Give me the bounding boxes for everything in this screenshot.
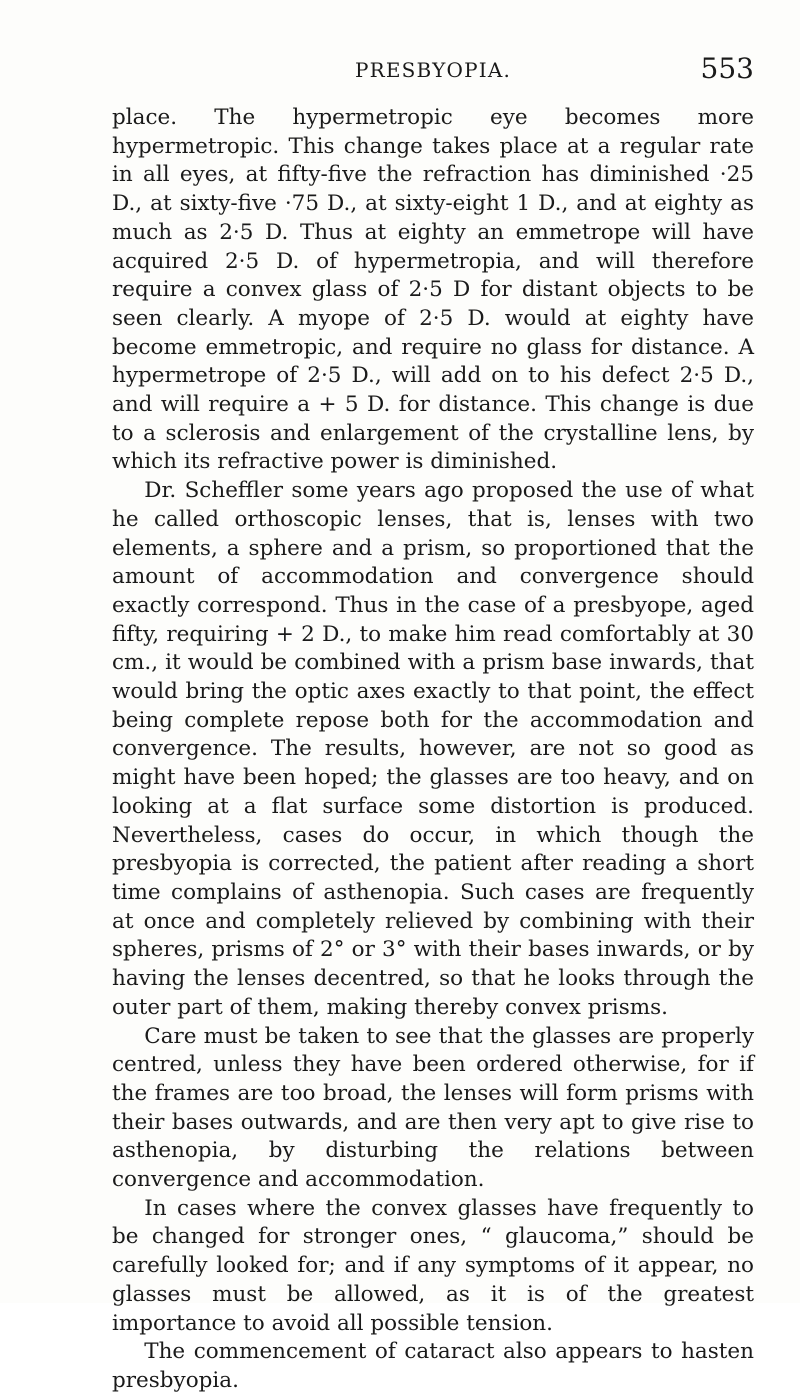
running-head xyxy=(112,52,754,88)
paragraph: place. The hypermetropic eye becomes more hypermetropic. This change takes place at a regular rate in all eyes, at fifty-five the refraction has diminished ·25 D., at sixty-five ·75 D., at sixty-eight 1 D., and at eighty as much as 2·5 D. Thus at eighty an emmetrope will have acquired 2·5 D. of hypermetropia, and will therefore require a convex glass of 2·5 D for distant objects to be seen clearly. A myope of 2·5 D. would at eighty have become emmetropic, and require no glass for distance. A hypermetrope of 2·5 D., will add on to his defect 2·5 D., and will require a + 5 D. for distance. This change is due to a sclerosis and enlargement of the crystalline lens, by which its refractive power is diminished. xyxy=(112,105,754,475)
page-number: 553 xyxy=(700,52,754,85)
running-title: PRESBYOPIA. xyxy=(354,58,512,82)
paragraph: In cases where the convex glasses have frequently to be changed for stronger ones, “ glaucoma,” should be carefully looked for; and if any symptoms of it appear, no glasses must be allowed, as it is of the greatest importance to avoid all possible tension. xyxy=(112,1195,754,1336)
paragraph: The commencement of cataract also appears to hasten presbyopia. xyxy=(112,1339,754,1393)
paragraph: Care must be taken to see that the glasses are properly centred, unless they have been ordered otherwise, for if the frames are too broad, the lenses will form prisms with their bases outwards, and are then very apt to give rise to asthenopia, by disturbing the relations between convergence and accommodation. xyxy=(112,1023,754,1193)
body-text xyxy=(112,104,754,1396)
paragraph: Dr. Scheffler some years ago proposed the use of what he called orthoscopic lenses, that is, lenses with two elements, a sphere and a prism, so proportioned that the amount of accommodation and convergence should exactly correspond. Thus in the case of a presbyope, aged fifty, requiring + 2 D., to make him read comfortably at 30 cm., it would be combined with a prism base inwards, that would bring the optic axes exactly to that point, the effect being complete repose both for the accommodation and convergence. The results, however, are not so good as might have been hoped; the glasses are too heavy, and on looking at a flat surface some distortion is produced. Nevertheless, cases do occur, in which though the presbyopia is corrected, the patient after reading a short time complains of asthenopia. Such cases are frequently at once and completely relieved by combining with their spheres, prisms of 2° or 3° with their bases inwards, or by having the lenses decentred, so that he looks through the outer part of them, making thereby convex prisms. xyxy=(112,478,754,1020)
